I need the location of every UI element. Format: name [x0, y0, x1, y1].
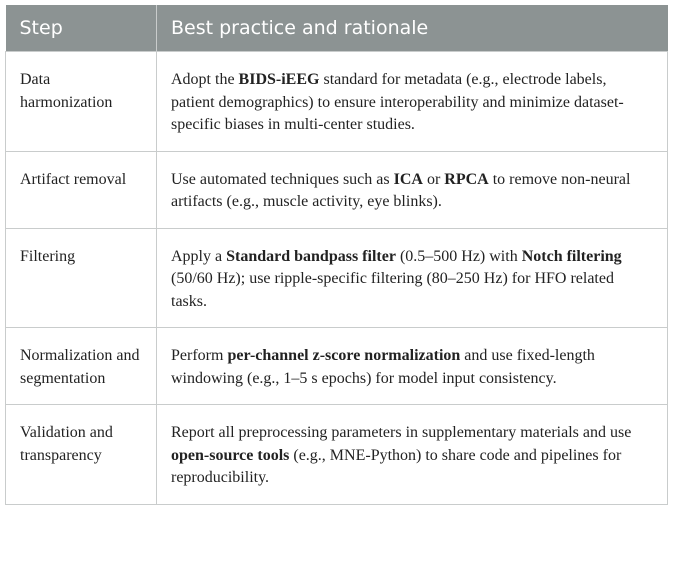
practice-cell	[157, 405, 668, 505]
text-segment: to remove non-neural artifacts (e.g., muscle activity, eye blinks).	[171, 170, 631, 210]
header-row	[6, 5, 668, 52]
text-segment: (0.5–500 Hz) with	[395, 247, 522, 265]
text-segment: Adopt the	[171, 71, 239, 88]
table-row	[6, 405, 668, 505]
bold-term: Notch filtering	[521, 247, 622, 265]
bold-term: BIDS-iEEG	[238, 71, 320, 88]
table-row	[6, 52, 668, 152]
step-cell: Filtering	[6, 228, 157, 328]
text-segment: and use fixed-length windowing (e.g., 1–5 s epochs) for model input consistency.	[171, 347, 595, 387]
text-segment: or	[422, 170, 445, 188]
header-practice: Best practice and rationale	[157, 5, 668, 52]
bold-term: ICA	[393, 170, 423, 188]
practice-cell	[157, 328, 668, 405]
bold-term: open-source tools	[171, 446, 290, 464]
text-segment: Perform	[171, 347, 228, 364]
step-cell: Artifact removal	[6, 151, 157, 228]
practice-cell	[157, 151, 668, 228]
text-segment: Apply a	[171, 247, 227, 265]
bold-term: per-channel z-score normalization	[227, 347, 461, 364]
table-row	[6, 328, 668, 405]
step-cell: Validation and transparency	[6, 405, 157, 505]
table-row	[6, 228, 668, 328]
practice-cell	[157, 228, 668, 328]
header-step: Step	[6, 5, 157, 52]
practice-cell	[157, 52, 668, 152]
bold-term: Standard bandpass filter	[226, 247, 396, 265]
step-cell: Normalization and segmentation	[6, 328, 157, 405]
step-cell: Data harmonization	[6, 52, 157, 152]
text-segment: (e.g., MNE-Python) to share code and pipelines for reproducibility.	[171, 446, 622, 486]
text-segment: Report all preprocessing parameters in supplementary materials and use	[171, 424, 632, 441]
text-segment: (50/60 Hz); use ripple-specific filtering (80–250 Hz) for HFO related tasks.	[171, 270, 614, 310]
text-segment: standard for metadata (e.g., electrode labels, patient demographics) to ensure interoperability and minimize dataset-specific biases in multi-center studies.	[171, 71, 624, 133]
best-practices-table	[5, 5, 668, 505]
bold-term: RPCA	[444, 170, 489, 188]
table-row	[6, 151, 668, 228]
text-segment: Use automated techniques such as	[171, 170, 394, 188]
